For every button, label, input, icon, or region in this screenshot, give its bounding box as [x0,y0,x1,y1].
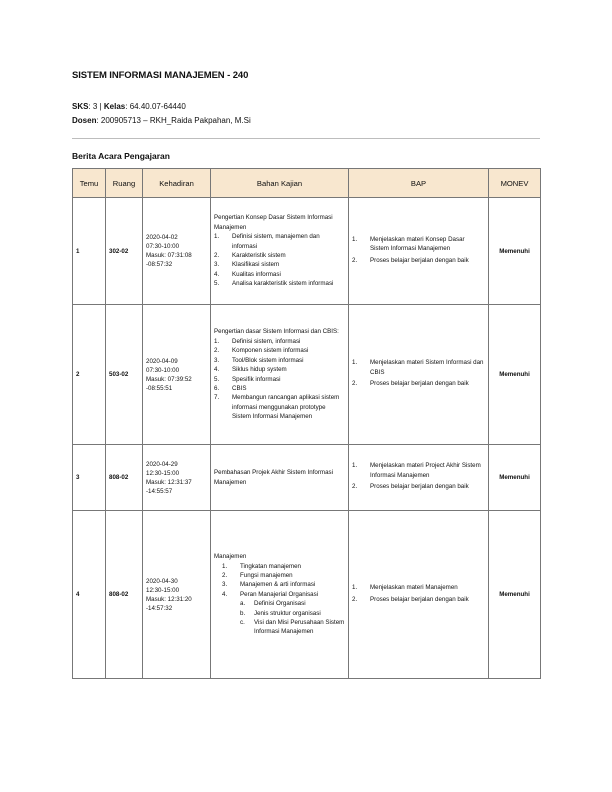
cell-bahan-kajian [211,305,349,445]
kajian-text: Tingkatan manajemen [240,562,301,570]
cell-monev: Memenuhi [489,445,541,511]
bap-item [352,235,485,254]
kajian-intro: Pengertian dasar Sistem Informasi dan CBIS: [214,328,339,336]
kehadiran-line: Masuk: 07:31:08 [146,252,192,259]
kehadiran-line: 2020-04-29 [146,460,178,468]
course-meta [72,100,540,128]
kajian-sub-text: Jenis struktur organisasi [254,609,321,617]
kelas-label: Kelas [103,102,126,111]
kajian-number: 5. [214,280,220,288]
kajian-number: 3. [214,261,220,269]
kajian-number: 1. [222,562,228,570]
kehadiran-line: -08:57:32 [146,261,173,268]
kajian-sub-text: Visi dan Misi Perusahaan Sistem Informasi Manajemen [254,619,345,636]
bap-number: 2. [352,595,358,603]
kajian-item [214,393,345,421]
kajian-item [214,279,345,288]
header-monev: MONEV [489,169,541,198]
kajian-number: 1. [214,233,220,241]
kehadiran-line: Masuk: 12:31:20 [146,595,192,603]
kehadiran-line: Masuk: 12:31:37 [146,478,192,486]
kajian-item [222,580,345,589]
kajian-text: CBIS [232,384,247,392]
kajian-subitem [240,599,345,608]
table-row [73,305,541,445]
cell-temu: 2 [73,305,106,445]
cell-kehadiran [143,198,211,305]
kajian-item [214,365,345,374]
bap-number: 2. [352,483,358,491]
kajian-number: 4. [214,270,220,278]
kajian-list [214,337,345,422]
kajian-text: Karakteristik sistem [232,252,286,259]
kajian-item [214,232,345,251]
kajian-text: Manajemen & arti informasi [240,581,316,589]
kajian-number: 3. [222,581,228,589]
kehadiran-line: -14:55:57 [146,487,173,495]
header-kehadiran: Kehadiran [143,169,211,198]
kehadiran-line: 2020-04-02 [146,234,178,241]
kajian-subitem [240,609,345,618]
kehadiran-line: 2020-04-09 [146,357,178,365]
bap-list [352,583,485,604]
bap-list [352,235,485,265]
cell-ruang: 302-02 [106,198,143,305]
kajian-text: Definisi sistem, informasi [232,337,301,345]
cell-bap [349,445,489,511]
kajian-intro: Pembahasan Projek Akhir Sistem Informasi Manajemen [214,469,333,486]
kehadiran-line: -14:57:32 [146,604,173,612]
kajian-list [214,562,345,637]
bap-text: Proses belajar berjalan dengan baik [370,380,469,388]
divider [72,138,540,139]
cell-bap [349,511,489,679]
bap-item [352,583,485,592]
bap-item [352,379,485,388]
kajian-item [214,346,345,355]
bap-list [352,461,485,491]
course-title: SISTEM INFORMASI MANAJEMEN - 240 [72,70,249,81]
bap-item [352,595,485,604]
table-row [73,445,541,511]
kajian-text: Membangun rancangan aplikasi sistem informasi menggunakan prototype Sistem Informasi Manajemen [232,394,340,421]
kajian-item [214,270,345,279]
kajian-sub-letter: b. [240,609,246,617]
cell-bap [349,305,489,445]
kehadiran-line: -08:55:51 [146,384,173,392]
kajian-item [214,356,345,365]
kajian-text: Siklus hidup system [232,366,287,374]
bap-text: Menjelaskan materi Sistem Informasi dan CBIS [370,359,484,376]
bap-text: Menjelaskan materi Manajemen [370,584,458,592]
kajian-list [214,232,345,288]
bap-text: Menjelaskan materi Konsep Dasar Sistem Informasi Manajemen [370,235,465,253]
kajian-number: 7. [214,394,220,402]
kajian-item [214,251,345,260]
kajian-text: Fungsi manajemen [240,571,293,579]
bap-list [352,358,485,388]
bap-number: 2. [352,256,358,264]
header-bahan-kajian: Bahan Kajian [211,169,349,198]
kajian-subitem [240,618,345,637]
bap-number: 1. [352,359,358,367]
cell-kehadiran [143,511,211,679]
kajian-number: 2. [214,252,220,259]
sks-label: SKS [72,102,89,111]
cell-kehadiran [143,445,211,511]
cell-monev: Memenuhi [489,305,541,445]
cell-bahan-kajian [211,198,349,305]
kehadiran-line: 12:30-15:00 [146,586,180,594]
kajian-sub-letter: c. [240,619,245,627]
kajian-item [214,375,345,384]
cell-temu: 1 [73,198,106,305]
kajian-intro: Manajemen [214,553,247,561]
meta-separator: | [99,102,102,111]
bap-text: Proses belajar berjalan dengan baik [370,483,469,491]
dosen-label: Dosen [72,116,97,125]
document-page [72,70,540,679]
bap-item [352,256,485,265]
bap-table [72,168,541,679]
table-header-row [73,169,541,198]
header-ruang: Ruang [106,169,143,198]
kajian-item [214,260,345,269]
table-row [73,198,541,305]
bap-number: 1. [352,235,358,243]
kajian-sub-text: Definisi Organisasi [254,600,306,608]
kehadiran-line: Masuk: 07:39:52 [146,375,192,383]
header-temu: Temu [73,169,106,198]
kajian-text: Komponen sistem informasi [232,347,309,355]
cell-temu: 4 [73,511,106,679]
cell-ruang: 808-02 [106,511,143,679]
bap-number: 1. [352,462,358,470]
kehadiran-line: 07:30-10:00 [146,243,180,250]
bap-item [352,358,485,377]
bap-number: 2. [352,380,358,388]
dosen-value: : 200905713 – RKH_Raida Pakpahan, M.Si [96,116,251,125]
bap-item [352,482,485,491]
kajian-item [222,571,345,580]
cell-bap [349,198,489,305]
bap-text: Menjelaskan materi Project Akhir Sistem Informasi Manajemen [370,462,481,479]
cell-ruang: 503-02 [106,305,143,445]
kajian-number: 2. [222,571,228,579]
kajian-number: 4. [222,590,228,598]
bap-text: Proses belajar berjalan dengan baik [370,256,469,264]
kajian-text: Kualitas informasi [232,270,281,278]
header-bap: BAP [349,169,489,198]
kajian-text: Definisi sistem, manajemen dan informasi [232,233,320,250]
kajian-item [222,562,345,571]
cell-bahan-kajian [211,445,349,511]
kajian-text: Klasifikasi sistem [232,261,280,269]
cell-temu: 3 [73,445,106,511]
kehadiran-line: 2020-04-30 [146,577,178,585]
cell-bahan-kajian [211,511,349,679]
kajian-number: 3. [214,356,220,364]
table-row [73,511,541,679]
kajian-text: Peran Manajerial Organisasi [240,590,319,598]
kajian-number: 4. [214,366,220,374]
kehadiran-line: 12:30-15:00 [146,469,180,477]
cell-monev: Memenuhi [489,511,541,679]
kajian-number: 6. [214,384,220,392]
table-body [73,198,541,679]
kajian-item [214,384,345,393]
kajian-intro: Pengertian Konsep Dasar Sistem Informasi Manajemen [214,214,333,231]
kajian-text: Spesifik informasi [232,375,281,383]
cell-ruang: 808-02 [106,445,143,511]
kajian-number: 1. [214,337,220,345]
bap-number: 1. [352,584,358,592]
bap-text: Proses belajar berjalan dengan baik [370,595,469,603]
kajian-text: Analisa karakteristik sistem informasi [232,280,334,288]
cell-monev: Memenuhi [489,198,541,305]
kajian-item [214,337,345,346]
kehadiran-line: 07:30-10:00 [146,366,180,374]
section-title: Berita Acara Pengajaran [72,151,170,161]
kajian-text: Tool/Blok sistem informasi [232,356,304,364]
cell-kehadiran [143,305,211,445]
kajian-sub-letter: a. [240,600,246,608]
kajian-number: 2. [214,347,220,355]
kelas-value: : 64.40.07-64440 [125,102,186,111]
kajian-item [222,590,345,637]
sks-value: : 3 [88,102,98,111]
kajian-sublist [240,599,345,637]
kajian-number: 5. [214,375,220,383]
bap-item [352,461,485,480]
